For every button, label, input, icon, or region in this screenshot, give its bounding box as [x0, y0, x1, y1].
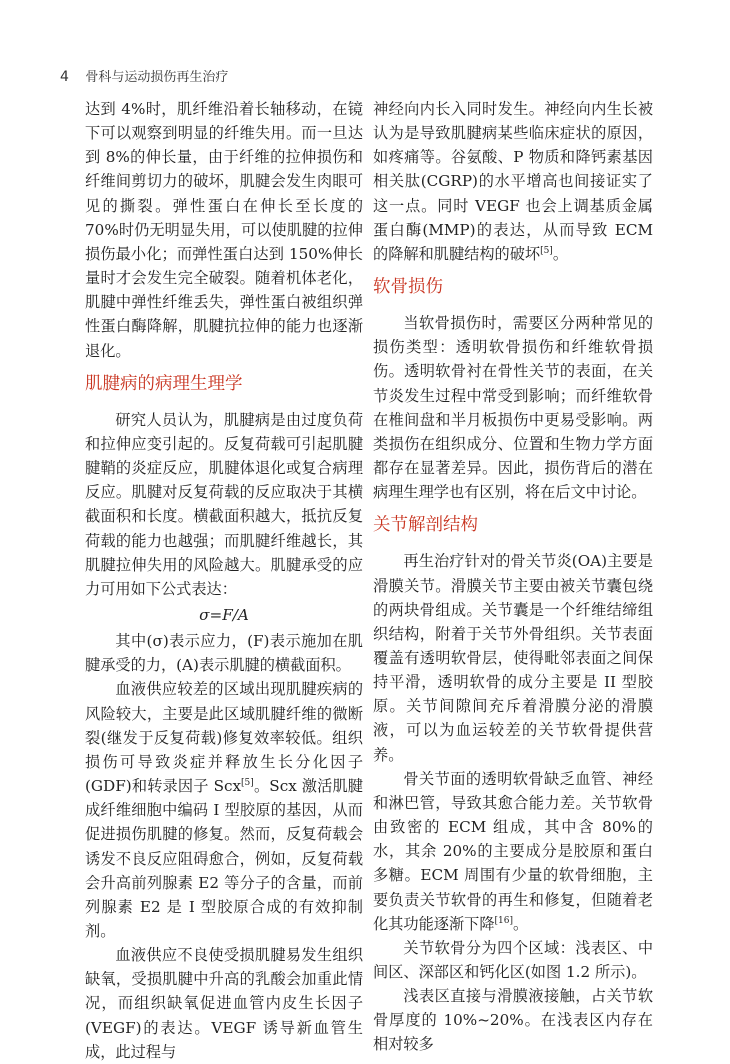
section-heading-cartilage-injury: 软骨损伤 [373, 277, 443, 298]
paragraph-text: 。Scx 激活肌腱成纤维细胞中编码 I 型胶原的基因，从而促进损伤肌腱的修复。然而，反复荷载会诱发不良反应阻碍愈合，例如，反复荷载会升高前列腺素 E2 等分子的含量，而前列腺素 E2 是 I 型胶原合成的有效抑制剂。 [85, 777, 363, 940]
section-heading-tendinopathy: 肌腱病的病理生理学 [85, 373, 243, 394]
paragraph-text: 神经向内长入同时发生。神经向内生长被认为是导致肌腱病某些临床症状的原因，如疼痛等。谷氨酸、P 物质和降钙素基因相关肽(CGRP)的水平增高也间接证实了这一点。同时 VEGF 也会上调基质金属蛋白酶(MMP)的表达，从而导致 ECM 的降解和肌腱结构的破坏 [373, 100, 653, 263]
paragraph: 浅表区直接与滑膜液接触，占关节软骨厚度的 10%~20%。在浅表区内存在相对较多 [373, 987, 653, 1054]
paragraph-text: 。 [512, 914, 529, 933]
page-number: 4 [60, 69, 69, 85]
paragraph: 当软骨损伤时，需要区分两种常见的损伤类型：透明软骨损伤和纤维软骨损伤。透明软骨衬在骨性关节的表面，在关节炎发生过程中常受到影响；而纤维软骨在椎间盘和半月板损伤中更易受影响。两类损伤在组织成分、位置和生物力学方面都存在显著差异。因此，损伤背后的潜在病理生理学也有区别，将在后文中讨论。 [373, 314, 653, 502]
book-title: 骨科与运动损伤再生治疗 [85, 70, 229, 85]
paragraph-text: 。 [552, 244, 568, 263]
paragraph [85, 677, 363, 943]
left-column [85, 97, 363, 1064]
paragraph-text: 骨关节面的透明软骨缺乏血管、神经和淋巴管，导致其愈合能力差。关节软骨由致密的 ECM 组成，其中含 80%的水，其余 20%的主要成分是胶原和蛋白多糖。ECM 周围有少量的软骨细胞，主要负责关节软骨的再生和修复，但随着老化其功能逐渐下降 [373, 769, 653, 933]
citation-ref: [5] [241, 778, 254, 788]
paragraph [373, 97, 653, 266]
paragraph: 关节软骨分为四个区域：浅表区、中间区、深部区和钙化区(如图 1.2 所示)。 [373, 938, 653, 981]
stress-formula: σ=F/A [199, 605, 249, 624]
paragraph [373, 767, 653, 936]
running-header [60, 66, 228, 85]
citation-ref: [5] [540, 245, 553, 256]
paragraph-text: 血液供应较差的区域出现肌腱疾病的风险较大，主要是此区域肌腱纤维的微断裂(继发于反复荷载)修复效率较低。组织损伤可导致炎症并释放生长分化因子(GDF)和转录因子 Scx [85, 680, 363, 796]
section-heading-joint-anatomy: 关节解剖结构 [373, 515, 478, 536]
paragraph: 达到 4%时，肌纤维沿着长轴移动，在镜下可以观察到明显的纤维失用。而一旦达到 8%的伸长量，由于纤维的拉伸损伤和纤维间剪切力的破坏，肌腱会发生肉眼可见的撕裂。弹性蛋白在伸长至长度的 70%时仍无明显失用，可以使肌腱的拉伸损伤最小化；而弹性蛋白达到 150%伸长量时才会发生完全破裂。随着机体老化，肌腱中弹性纤维丢失，弹性蛋白被组织弹性蛋白酶降解，肌腱抗拉伸的能力也逐渐退化。 [85, 100, 363, 360]
paragraph: 血液供应不良使受损肌腱易发生组织缺氧，受损肌腱中升高的乳酸会加重此情况，而组织缺氧促进血管内皮生长因子(VEGF)的表达。VEGF 诱导新血管生成，此过程与 [85, 946, 363, 1061]
paragraph: 研究人员认为，肌腱病是由过度负荷和拉伸应变引起的。反复荷载可引起肌腱腱鞘的炎症反应，肌腱体退化或复合病理反应。肌腱对反复荷载的反应取决于其横截面积和长度。横截面积越大，抵抗反复荷载的能力也越强；而肌腱纤维越长，其肌腱拉伸失用的风险越大。肌腱承受的应力可用如下公式表达： [85, 410, 363, 598]
paragraph: 其中(σ)表示应力，(F)表示施加在肌腱承受的力，(A)表示肌腱的横截面积。 [85, 632, 363, 675]
paragraph: 再生治疗针对的骨关节炎(OA)主要是滑膜关节。滑膜关节主要由被关节囊包绕的两块骨组成。关节囊是一个纤维结缔组织结构，附着于关节外骨组织。关节表面覆盖有透明软骨层，使得毗邻表面之间保持平滑，透明软骨的成分主要是 II 型胶原。关节间隙间充斥着滑膜分泌的滑膜液，可以为血运较差的关节软骨提供营养。 [373, 552, 653, 764]
citation-ref: [16] [494, 915, 513, 926]
right-column [373, 97, 653, 1057]
